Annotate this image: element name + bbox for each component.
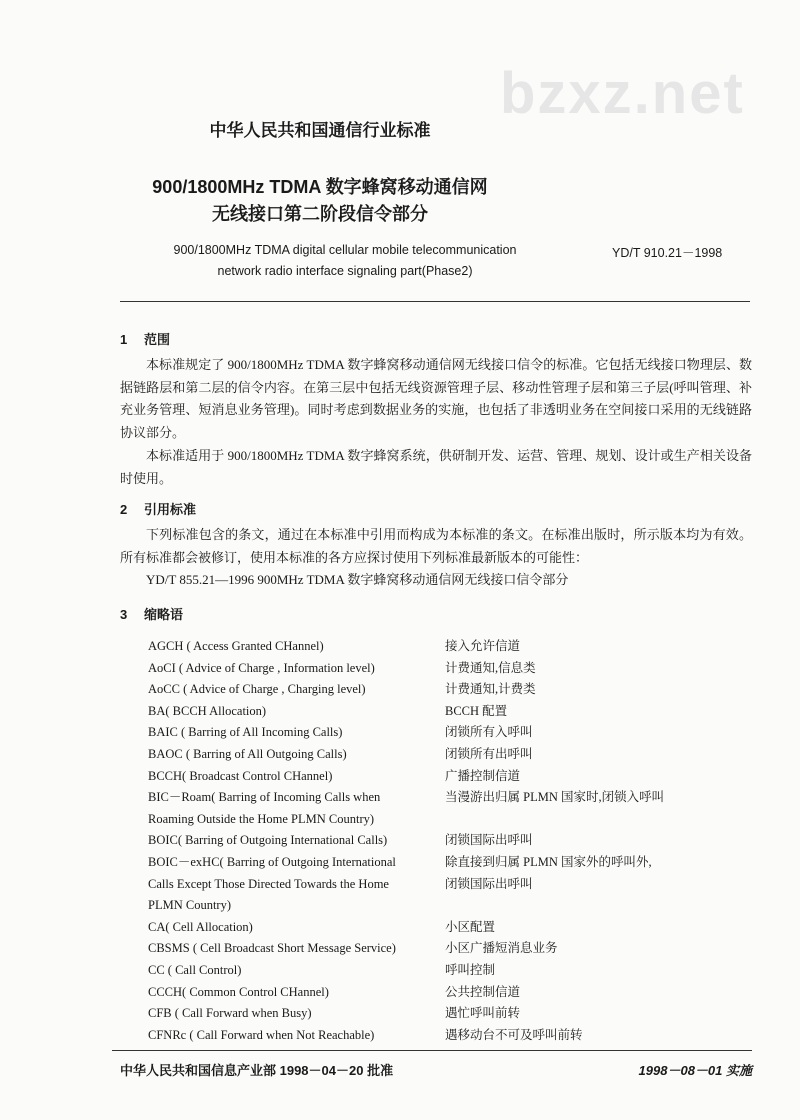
- term-line: CFB ( Call Forward when Busy): [148, 1006, 312, 1021]
- term-line: Roaming Outside the Home PLMN Country): [148, 811, 375, 826]
- term-line: CA( Cell Allocation): [148, 919, 253, 934]
- abbreviation-meaning: [445, 701, 507, 723]
- abbreviation-meaning: [445, 1025, 583, 1047]
- abbreviation-term: [148, 787, 445, 830]
- abbreviation-meaning: [445, 830, 533, 852]
- section-number: 2: [120, 502, 128, 517]
- term-line: CBSMS ( Cell Broadcast Short Message Service): [148, 941, 396, 956]
- meaning-line: 闭锁所有出呼叫: [445, 746, 533, 761]
- abbreviation-meaning: [445, 787, 664, 830]
- meaning-line: BCCH 配置: [445, 703, 508, 718]
- abbreviation-term: [148, 722, 445, 744]
- abbreviation-term: [148, 1003, 445, 1025]
- abbreviation-row: [148, 744, 664, 766]
- section-heading-3: [120, 604, 183, 623]
- abbreviation-term: [148, 701, 445, 723]
- abbreviation-term: [148, 658, 445, 680]
- term-line: BIC－Roam( Barring of Incoming Calls when: [148, 790, 381, 805]
- english-title-line1: 900/1800MHz TDMA digital cellular mobile telecommunication: [173, 243, 517, 257]
- meaning-line: 计费通知,信息类: [445, 660, 536, 675]
- term-line: AGCH ( Access Granted CHannel): [148, 639, 324, 653]
- term-line: BCCH( Broadcast Control CHannel): [148, 768, 333, 783]
- implementation-date: 1998－08－01 实施: [638, 1063, 752, 1078]
- abbreviation-row: [148, 938, 664, 960]
- term-line: PLMN Country): [148, 898, 231, 913]
- meaning-line: 闭锁国际出呼叫: [445, 876, 533, 891]
- term-line: CCCH( Common Control CHannel): [148, 984, 329, 999]
- abbreviation-row: [148, 917, 664, 939]
- abbreviation-row: [148, 766, 664, 788]
- approval-date: 中华人民共和国信息产业部 1998－04－20 批准: [120, 1063, 394, 1078]
- abbreviation-meaning: [445, 658, 536, 680]
- paragraph: 本标准规定了 900/1800MHz TDMA 数字蜂窝移动通信网无线接口信令的标准。它包括无线接口物理层、数据链路层和第二层的信令内容。在第三层中包括无线资源管理子层、移动性管理子层和第三子层(呼叫管理、补充业务管理、短消息业务管理)。同时考虑到数据业务的实施，也包括了非透明业务在空间接口采用的无线链路协议部分。: [120, 357, 752, 441]
- term-line: BOIC－exHC( Barring of Outgoing International: [148, 854, 396, 869]
- section-2-body: [120, 524, 752, 592]
- footer-divider: [112, 1050, 752, 1051]
- abbreviation-row: [148, 658, 664, 680]
- document-title-line1: 900/1800MHz TDMA 数字蜂窝移动通信网: [152, 177, 488, 197]
- abbreviation-row: [148, 982, 664, 1004]
- term-line: BOIC( Barring of Outgoing International Calls): [148, 833, 388, 848]
- term-line: Calls Except Those Directed Towards the Home: [148, 876, 389, 891]
- abbreviation-meaning: [445, 722, 533, 744]
- term-line: BAOC ( Barring of All Outgoing Calls): [148, 746, 347, 761]
- meaning-line: 小区配置: [445, 919, 496, 934]
- abbreviation-term: [148, 830, 445, 852]
- abbreviation-meaning: [445, 1003, 520, 1025]
- section-title: 范围: [144, 332, 171, 347]
- abbreviation-row: [148, 701, 664, 723]
- meaning-line: 计费通知,计费类: [445, 682, 536, 697]
- meaning-line: 接入允许信道: [445, 639, 521, 653]
- meaning-line: 除直接到归属 PLMN 国家外的呼叫外,: [445, 854, 652, 869]
- term-line: BAIC ( Barring of All Incoming Calls): [148, 725, 343, 740]
- reference-item: YD/T 855.21—1996 900MHz TDMA 数字蜂窝移动通信网无线接口信令部分: [146, 572, 569, 588]
- abbreviation-row: [148, 1025, 664, 1047]
- abbreviation-row: [148, 830, 664, 852]
- abbreviation-row: [148, 722, 664, 744]
- abbreviation-term: [148, 766, 445, 788]
- abbreviation-list: [148, 636, 664, 1046]
- abbreviation-term: [148, 938, 445, 960]
- abbreviation-meaning: [445, 766, 520, 788]
- header-divider: [120, 301, 750, 302]
- section-number: 1: [120, 332, 128, 347]
- abbreviation-term: [148, 852, 445, 917]
- section-1-body: [120, 354, 752, 490]
- abbreviation-meaning: [445, 636, 520, 658]
- abbreviation-row: [148, 960, 664, 982]
- section-heading-2: [120, 499, 196, 518]
- abbreviation-term: [148, 636, 445, 658]
- abbreviation-row: [148, 852, 664, 917]
- abbreviation-term: [148, 960, 445, 982]
- term-line: AoCC ( Advice of Charge , Charging level): [148, 682, 366, 697]
- abbreviation-term: [148, 1025, 445, 1047]
- abbreviation-meaning: [445, 982, 520, 1004]
- english-title-line2: network radio interface signaling part(Phase2): [217, 264, 473, 278]
- abbreviation-meaning: [445, 679, 536, 701]
- term-line: CC ( Call Control): [148, 962, 242, 977]
- paragraph: 下列标准包含的条文，通过在本标准中引用而构成为本标准的条文。在标准出版时，所示版本均为有效。所有标准都会被修订，使用本标准的各方应探讨使用下列标准最新版本的可能性：: [120, 527, 752, 565]
- meaning-line: 呼叫控制: [445, 962, 496, 977]
- abbreviation-meaning: [445, 938, 558, 960]
- term-line: BA( BCCH Allocation): [148, 703, 267, 718]
- term-line: CFNRc ( Call Forward when Not Reachable): [148, 1027, 375, 1042]
- abbreviation-meaning: [445, 917, 495, 939]
- section-heading-1: [120, 329, 170, 348]
- abbreviation-meaning: [445, 960, 495, 982]
- abbreviation-term: [148, 679, 445, 701]
- meaning-line: 广播控制信道: [445, 768, 521, 783]
- abbreviation-term: [148, 744, 445, 766]
- term-line: AoCI ( Advice of Charge , Information level): [148, 660, 375, 675]
- paragraph: 本标准适用于 900/1800MHz TDMA 数字蜂窝系统，供研制开发、运营、管理、规划、设计或生产相关设备时使用。: [120, 447, 752, 486]
- abbreviation-meaning: [445, 744, 533, 766]
- abbreviation-row: [148, 636, 664, 658]
- standard-code: YD/T 910.21－1998: [612, 246, 723, 260]
- meaning-line: 遇忙呼叫前转: [445, 1006, 521, 1021]
- issuing-organization: 中华人民共和国通信行业标准: [209, 121, 431, 140]
- abbreviation-term: [148, 982, 445, 1004]
- watermark: bzxz.net: [500, 61, 745, 126]
- meaning-line: 当漫游出归属 PLMN 国家时,闭锁入呼叫: [445, 790, 665, 805]
- abbreviation-meaning: [445, 852, 652, 917]
- section-number: 3: [120, 607, 128, 622]
- meaning-line: 遇移动台不可及呼叫前转: [445, 1027, 583, 1042]
- abbreviation-term: [148, 917, 445, 939]
- meaning-line: 闭锁所有入呼叫: [445, 725, 533, 740]
- section-title: 缩略语: [144, 607, 184, 622]
- abbreviation-row: [148, 1003, 664, 1025]
- abbreviation-row: [148, 679, 664, 701]
- meaning-line: 小区广播短消息业务: [445, 941, 558, 956]
- meaning-line: 公共控制信道: [445, 984, 521, 999]
- abbreviation-row: [148, 787, 664, 830]
- document-title-line2: 无线接口第二阶段信令部分: [212, 204, 428, 224]
- section-title: 引用标准: [144, 502, 197, 517]
- meaning-line: 闭锁国际出呼叫: [445, 833, 533, 848]
